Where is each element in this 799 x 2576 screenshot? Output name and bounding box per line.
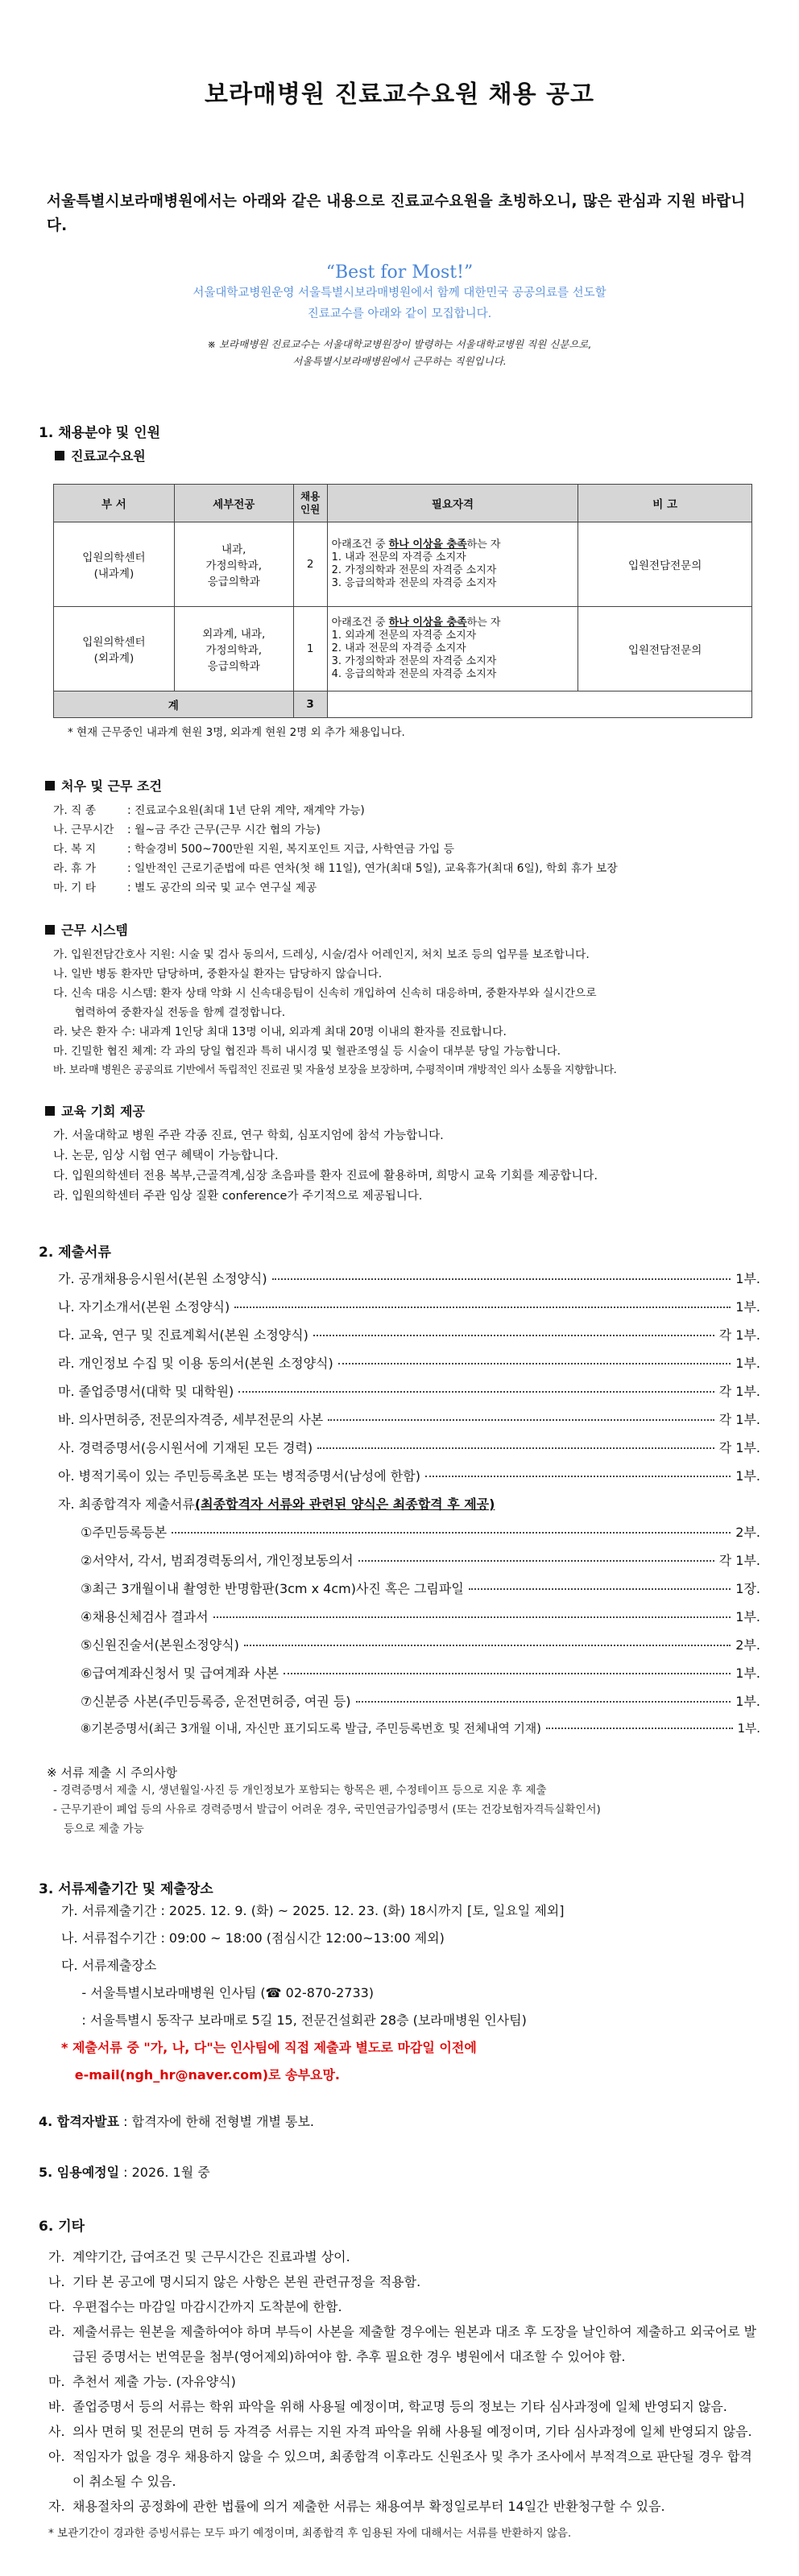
page-title: 보라매병원 진료교수요원 채용 공고 [204, 80, 595, 109]
dot-leader [284, 1673, 731, 1674]
document-item: 라. 개인정보 수집 및 이용 동의서(본원 소정양식) 1부. [58, 1356, 760, 1371]
dot-leader [328, 1419, 714, 1421]
treatment-list [53, 801, 760, 898]
dot-leader [238, 1391, 714, 1393]
list-item: 다. 우편접수는 마감일 마감시간까지 도착분에 한함. [48, 2299, 342, 2314]
total-label: 계 [54, 691, 294, 718]
requirement-cell: 아래조건 중 하나 이상을 충족하는 자 1. 내과 전문의 자격증 소지자 2. 가정의학과 전문의 자격증 소지자 3. 응급의학과 전문의 자격증 소지자 [327, 522, 578, 607]
etc-list [48, 2244, 760, 2519]
motto-line: 서울대학교병원운영 서울특별시보라매병원에서 함께 대한민국 공공의료를 선도할 [193, 287, 606, 299]
square-bullet-icon [45, 1106, 55, 1116]
document-item: ⑧기본증명서(최근 3개월 이내, 자신만 표기되도록 발급, 주민등록번호 및 전체내역 기재) 1부. [81, 1722, 760, 1736]
list-item: 라. 입원의학센터 주관 임상 질환 conference가 주기적으로 제공됩니다. [53, 1190, 423, 1203]
list-item: 협력하여 중환자실 전동을 함께 결정합니다. [53, 1006, 286, 1019]
list-item: 라. 낮은 환자 수: 내과계 1인당 최대 13명 이내, 외과계 최대 20명 이내의 환자를 진료합니다. [53, 1026, 507, 1038]
caution-heading: ※ 서류 제출 시 주의사항 [47, 1765, 178, 1780]
list-item: 나. 근무시간 : 월~금 주간 근무(근무 시간 협의 가능) [53, 824, 321, 836]
dot-leader [244, 1645, 731, 1646]
dot-leader [313, 1335, 714, 1336]
document-item: 나. 자기소개서(본원 소정양식) 1부. [58, 1299, 760, 1315]
submission-line: - 서울특별시보라매병원 인사팀 (☎ 02-870-2733) [61, 1985, 375, 2000]
list-item: 바. 보라매 병원은 공공의료 기반에서 독립적인 진료권 및 자율성 보장을 보장하며, 수평적이며 개방적인 의사 소통을 지향합니다. [53, 1064, 617, 1076]
list-item: 사. 의사 면허 및 전문의 면허 등 자격증 서류는 지원 자격 파악을 위해 사용될 예정이며, 기타 심사과정에 일체 반영되지 않음. [48, 2424, 752, 2439]
table-row [54, 522, 752, 607]
motto-note [39, 336, 760, 369]
document-item: ⑦신분증 사본(주민등록증, 운전면허증, 여권 등) 1부. [81, 1694, 760, 1709]
recruitment-table [53, 484, 752, 718]
table-header: 부 서 [54, 485, 175, 522]
subsection-heading: 교육 기회 제공 [45, 1101, 760, 1120]
education-block [45, 1101, 760, 1207]
dot-leader [546, 1728, 733, 1729]
table-note: * 현재 근무중인 내과계 현원 3명, 외과계 현원 2명 외 추가 채용입니다. [68, 726, 405, 739]
document-item: 사. 경력증명서(응시원서에 기재된 모든 경력) 각 1부. [58, 1440, 760, 1455]
list-item: 마. 기 타 : 별도 공간의 의국 및 교수 연구실 제공 [53, 881, 317, 894]
document-item: 바. 의사면허증, 전문의자격증, 세부전문의 사본 각 1부. [58, 1412, 760, 1427]
count-cell: 1 [293, 607, 327, 691]
submission-line: : 서울특별시 동작구 보라매로 5길 15, 전문건설회관 28층 (보라매병원 인사팀) [61, 2013, 527, 2028]
major-cell: 외과계, 내과, 가정의학과, 응급의학과 [174, 607, 293, 691]
section-heading: 4. 합격자발표 [39, 2114, 120, 2129]
final-docs-heading: 자. 최종합격자 제출서류 (최종합격자 서류와 관련된 양식은 최종합격 후 제공) [58, 1496, 495, 1512]
table-header: 세부전공 [174, 485, 293, 522]
motto-note-line: ※ 보라매병원 진료교수는 서울대학교병원장이 발령하는 서울대학교병원 직원 신분으로, [207, 338, 592, 350]
dot-leader [172, 1532, 731, 1534]
list-item: 다. 복 지 : 학술경비 500~700만원 지원, 복지포인트 지급, 사학연금 가입 등 [53, 843, 454, 856]
section-recruitment-heading: 1. 채용분야 및 인원 [39, 425, 160, 441]
table-row [54, 607, 752, 691]
list-item: 다. 신속 대응 시스템: 환자 상태 악화 시 신속대응팀이 신속히 개입하여 신속히 대응하며, 중환자부와 실시간으로 [53, 987, 597, 1000]
caution-item: 등으로 제출 가능 [53, 1823, 144, 1835]
table-total-row [54, 691, 752, 718]
document-item: ①주민등록등본 2부. [81, 1525, 760, 1540]
list-item: 마. 추천서 제출 가능. (자유양식) [48, 2374, 236, 2389]
requirement-cell: 아래조건 중 하나 이상을 충족하는 자 1. 외과계 전문의 자격증 소지자 2. 내과 전문의 자격증 소지자 3. 가정의학과 전문의 자격증 소지자 4. 응급의학과 전문의 자격증 소지자 [327, 607, 578, 691]
square-bullet-icon [45, 781, 55, 791]
document-item: ②서약서, 각서, 범죄경력동의서, 개인정보동의서 각 1부. [81, 1553, 760, 1568]
list-item: 가. 입원전담간호사 지원: 시술 및 검사 동의서, 드레싱, 시술/검사 어레인지, 처치 보조 등의 업무를 보조합니다. [53, 948, 590, 961]
list-item: 가. 서울대학교 병원 주관 각종 진료, 연구 학회, 심포지엄에 참석 가능합니다. [53, 1129, 444, 1142]
document-item: 마. 졸업증명서(대학 및 대학원) 각 1부. [58, 1384, 760, 1399]
list-item: 라. 휴 가 : 일반적인 근로기준법에 따른 연차(첫 해 11일), 연가(최대 5일), 교육휴가(최대 6일), 학회 휴가 보장 [53, 862, 618, 875]
caution-item: - 근무기관이 폐업 등의 사유로 경력증명서 발급이 어려운 경우, 국민연금가입증명서 (또는 건강보험자격득실확인서) [53, 1803, 601, 1816]
footnote: * 보관기간이 경과한 증빙서류는 모두 파기 예정이며, 최종합격 후 임용된 자에 대해서는 서류를 반환하지 않음. [48, 2527, 572, 2540]
submission-details [61, 1897, 760, 2089]
education-list [53, 1126, 760, 1207]
section-heading: 5. 임용예정일 [39, 2165, 120, 2180]
document-item: ⑤신원진술서(본원소정양식) 2부. [81, 1637, 760, 1653]
list-item: 나. 기타 본 공고에 명시되지 않은 사항은 본원 관련규정을 적용함. [48, 2274, 421, 2289]
dot-leader [272, 1278, 731, 1280]
dot-leader [213, 1616, 731, 1618]
intro-text: 서울특별시보라매병원에서는 아래와 같은 내용으로 진료교수요원을 초빙하오니, 많은 관심과 지원 바랍니다. [47, 193, 746, 234]
dot-leader [356, 1701, 731, 1703]
table-header-row [54, 485, 752, 522]
caution-list [53, 1781, 760, 1839]
square-bullet-icon [55, 451, 64, 460]
list-item: 자. 채용절차의 공정화에 관한 법률에 의거 제출한 서류는 채용여부 확정일로부터 14일간 반환청구할 수 있음. [48, 2499, 665, 2514]
list-item: 바. 졸업증명서 등의 서류는 학위 파악을 위해 사용될 예정이며, 학교명 등의 정보는 기타 심사과정에 일체 반영되지 않음. [48, 2399, 727, 2414]
document-item: 아. 병적기록이 있는 주민등록초본 또는 병적증명서(남성에 한함) 1부. [58, 1468, 760, 1484]
list-item: 나. 논문, 임상 시험 연구 혜택이 가능합니다. [53, 1150, 279, 1162]
dot-leader [338, 1363, 731, 1364]
list-item: 마. 긴밀한 협진 체계: 각 과의 당일 협진과 특히 내시경 및 혈관조영실 등 시술이 대부분 당일 가능합니다. [53, 1045, 561, 1058]
treatment-block [45, 776, 760, 898]
square-bullet-icon [45, 925, 55, 935]
dept-cell: 입원의학센터 (외과계) [54, 607, 175, 691]
list-item: 나. 일반 병동 환자만 담당하며, 중환자실 환자는 담당하지 않습니다. [53, 968, 383, 980]
section-submission-heading: 3. 서류제출기간 및 제출장소 [39, 1881, 213, 1897]
subsection-heading: 근무 시스템 [45, 920, 760, 939]
document-item: ④채용신체검사 결과서 1부. [81, 1609, 760, 1624]
dot-leader [317, 1447, 714, 1449]
documents-list [58, 1269, 760, 1748]
list-item: 다. 입원의학센터 전용 복부,근골격계,심장 초음파를 환자 진료에 활용하며, 희망시 교육 기회를 제공합니다. [53, 1170, 598, 1183]
dept-cell: 입원의학센터 (내과계) [54, 522, 175, 607]
list-item: 가. 계약기간, 급여조건 및 근무시간은 진료과별 상이. [48, 2249, 350, 2264]
list-item: 가. 직 종 : 진료교수요원(최대 1년 단위 계약, 재계약 가능) [53, 804, 365, 817]
motto-note-line: 서울특별시보라매병원에서 근무하는 직원입니다. [292, 355, 507, 367]
system-block [45, 920, 760, 1080]
email-notice: e-mail(ngh_hr@naver.com)로 송부요망. [61, 2067, 341, 2083]
table-header: 필요자격 [327, 485, 578, 522]
total-count: 3 [293, 691, 327, 718]
major-cell: 내과, 가정의학과, 응급의학과 [174, 522, 293, 607]
subsection-heading: 처우 및 근무 조건 [45, 776, 760, 795]
system-list [53, 945, 760, 1080]
caution-item: - 경력증명서 제출 시, 생년월일·사진 등 개인정보가 포함되는 항목은 펜, 수정테이프 등으로 지운 후 제출 [53, 1784, 547, 1797]
submission-line: 다. 서류제출장소 [61, 1958, 157, 1973]
dot-leader [425, 1476, 731, 1477]
dot-leader [358, 1560, 714, 1562]
table-header: 비 고 [578, 485, 752, 522]
submission-line: 가. 서류제출기간 : 2025. 12. 9. (화) ~ 2025. 12. 23. (화) 18시까지 [토, 일요일 제외] [61, 1903, 565, 1918]
dot-leader [234, 1307, 731, 1308]
motto: “Best for Most!” [325, 262, 474, 283]
submission-line: 나. 서류접수기간 : 09:00 ~ 18:00 (점심시간 12:00~13:00 제외) [61, 1930, 445, 1946]
note-cell: 입원전담전문의 [578, 522, 752, 607]
document-item: ③최근 3개월이내 촬영한 반명함판(3cm x 4cm)사진 혹은 그림파일 1장. [81, 1581, 760, 1596]
section-documents-heading: 2. 제출서류 [39, 1245, 111, 1261]
note-cell: 입원전담전문의 [578, 607, 752, 691]
dot-leader [469, 1588, 731, 1590]
list-item: 아. 적임자가 없을 경우 채용하지 않을 수 있으며, 최종합격 이후라도 신원조사 및 추가 조사에서 부적격으로 판단될 경우 합격이 취소될 수 있음. [48, 2449, 752, 2489]
document-item: 다. 교육, 연구 및 진료계획서(본원 소정양식) 각 1부. [58, 1327, 760, 1343]
document-item: 가. 공개채용응시원서(본원 소정양식) 1부. [58, 1271, 760, 1286]
email-notice: * 제출서류 중 "가, 나, 다"는 인사팀에 직접 제출과 별도로 마감일 이전에 [61, 2040, 477, 2055]
total-blank [327, 691, 751, 718]
appointment-line: 5. 임용예정일 : 2026. 1월 중 [39, 2165, 210, 2180]
list-item: 라. 제출서류는 원본을 제출하여야 하며 부득이 사본을 제출할 경우에는 원본과 대조 후 도장을 날인하여 제출하고 외국어로 발급된 증명서는 번역문을 첨부(영어제외)하여야 함. 추후 필요한 경우 병원에서 대조할 수 있어야 함. [48, 2324, 757, 2364]
motto-line: 진료교수를 아래와 같이 모집합니다. [307, 308, 492, 320]
announcement-line: 4. 합격자발표 : 합격자에 한해 전형별 개별 통보. [39, 2114, 314, 2129]
section-etc-heading: 6. 기타 [39, 2219, 85, 2235]
count-cell: 2 [293, 522, 327, 607]
document-item: ⑥급여계좌신청서 및 급여계좌 사본 1부. [81, 1666, 760, 1681]
subsection-heading: 진료교수요원 [55, 446, 760, 464]
table-header: 채용 인원 [293, 485, 327, 522]
